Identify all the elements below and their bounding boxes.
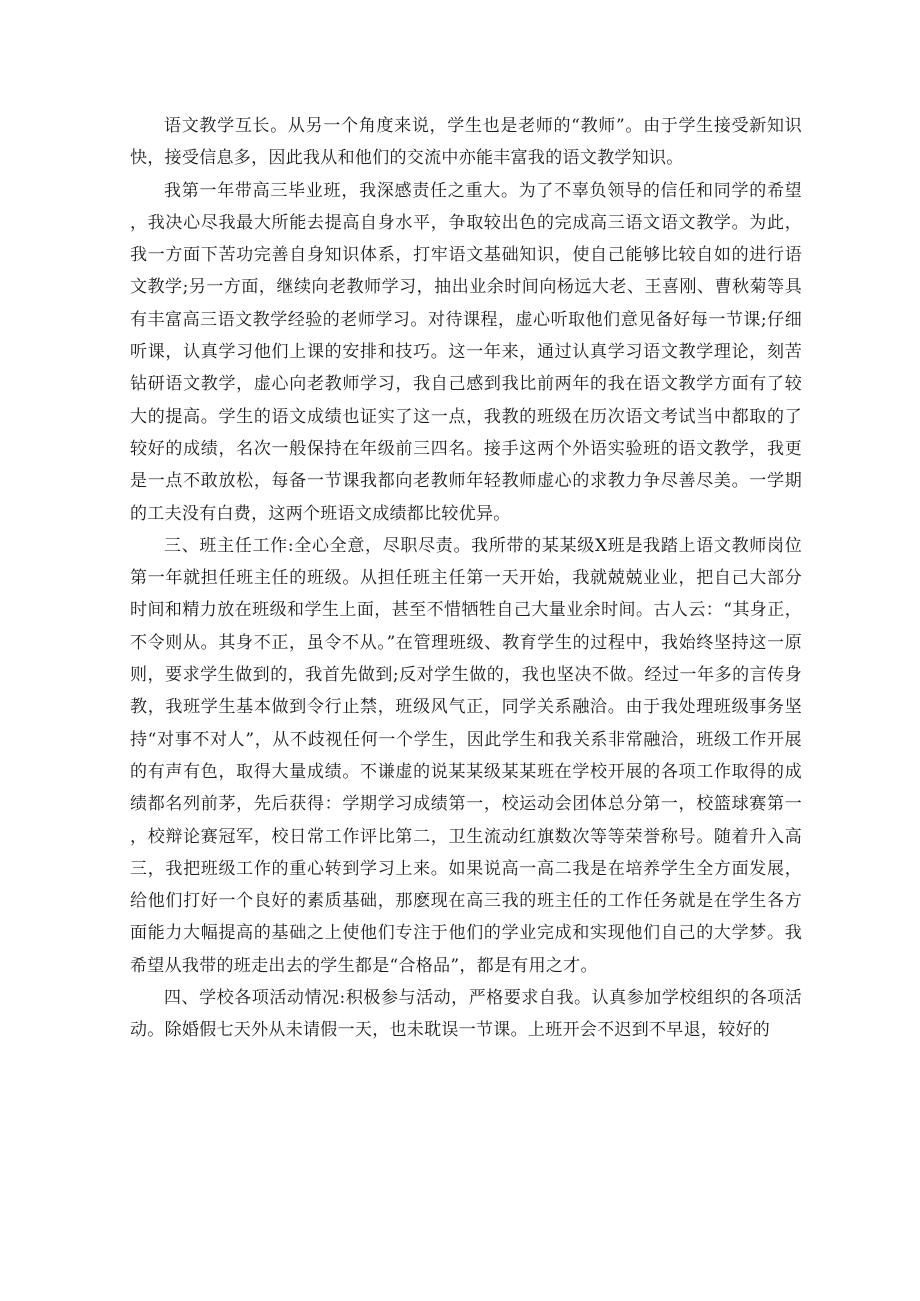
document-page: [130, 110, 802, 1047]
paragraph-school-activities: 四、学校各项活动情况:积极参与活动，严格要求自我。认真参加学校组织的各项活动。除婚假七天外从未请假一天，也未耽误一节课。上班开会不迟到不早退，较好的: [130, 988, 802, 1041]
paragraph-teaching-exchange: 语文教学互长。从另一个角度来说，学生也是老师的“教师”。由于学生接受新知识快，接受信息多，因此我从和他们的交流中亦能丰富我的语文教学知识。: [130, 116, 802, 169]
paragraph-senior-class-teaching: 我第一年带高三毕业班，我深感责任之重大。为了不辜负领导的信任和同学的希望，我决心尽我最大所能去提高自身水平，争取较出色的完成高三语文语文教学。为此，我一方面下苦功完善自身知识体系，打牢语文基础知识，使自己能够比较自如的进行语文教学;另一方面，继续向老教师学习，抽出业余时间向杨远大老、王喜刚、曹秋菊等具有丰富高三语文教学经验的老师学习。对待课程，虚心听取他们意见备好每一节课;仔细听课，认真学习他们上课的安排和技巧。这一年来，通过认真学习语文教学理论，刻苦钻研语文教学，虚心向老教师学习，我自己感到我比前两年的我在语文教学方面有了较大的提高。学生的语文成绩也证实了这一点，我教的班级在历次语文考试当中都取的了较好的成绩，名次一般保持在年级前三四名。接手这两个外语实验班的语文教学，我更是一点不敢放松，每备一节课我都向老教师年轻教师虚心的求教力争尽善尽美。一学期的工夫没有白费，这两个班语文成绩都比较优异。: [130, 180, 802, 524]
paragraph-head-teacher-work: 三、班主任工作:全心全意，尽职尽责。我所带的某某级X班是我踏上语文教师岗位第一年就担任班主任的班级。从担任班主任第一天开始，我就兢兢业业，把自己大部分时间和精力放在班级和学生上面，甚至不惜牺牲自己大量业余时间。古人云：“其身正，不令则从。其身不正，虽令不从。”在管理班级、教育学生的过程中，我始终坚持这一原则，要求学生做到的，我首先做到;反对学生做的，我也坚决不做。经过一年多的言传身教，我班学生基本做到令行止禁，班级风气正，同学关系融洽。由于我处理班级事务坚持“对事不对人”，从不歧视任何一个学生，因此学生和我关系非常融洽，班级工作开展的有声有色，取得大量成绩。不谦虚的说某某级某某班在学校开展的各项工作取得的成绩都名列前茅，先后获得：学期学习成绩第一，校运动会团体总分第一，校篮球赛第一，校辩论赛冠军，校日常工作评比第二，卫生流动红旗数次等等荣誉称号。随着升入高三，我把班级工作的重心转到学习上来。如果说高一高二我是在培养学生全方面发展，给他们打好一个良好的素质基础，那麽现在高三我的班主任的工作任务就是在学生各方面能力大幅提高的基础之上使他们专注于他们的学业完成和实现他们自己的大学梦。我希望从我带的班走出去的学生都是“合格品”，都是有用之才。: [130, 535, 802, 976]
